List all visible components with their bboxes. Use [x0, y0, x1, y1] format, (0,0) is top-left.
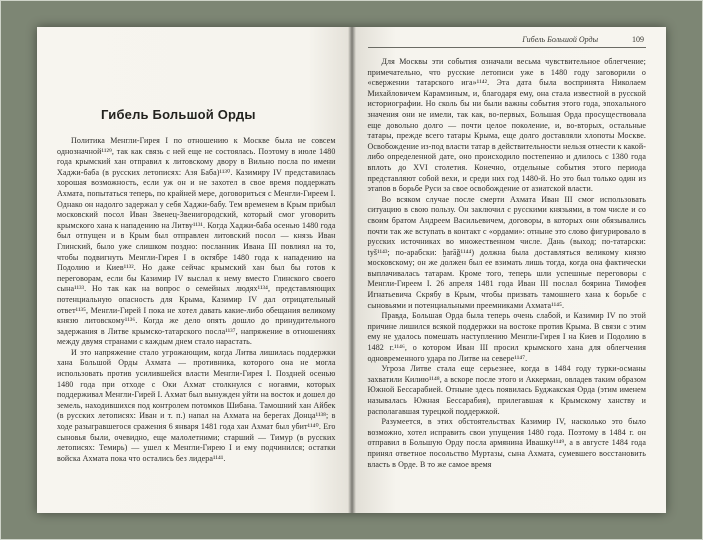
right-page: [352, 27, 667, 513]
right-page-content: [352, 27, 667, 513]
running-header: [368, 35, 647, 44]
header-rule: [368, 47, 647, 48]
body-paragraph: Во всяком случае после смерти Ахмата Иван III смог использовать ситуацию в свою пользу. Он заключил с русскими князьями, в том числе и со своим братом Андреем Васильевичем, договоры, в которых они обязывались почти так же вступать в контакт с «ордами»: отныне это слово фигурировало в русских источниках во множественном числе. Дань (выход; по-татарски: tyš¹¹⁴³; по-арабски: ḫarāǧ¹¹⁴⁴) должна была доставляться великому князю московскому; он же должен был ее взимать лишь тогда, когда она фактически выплачивалась татарам. Кроме того, теперь шли успешные переговоры с Менгли-Гиреем I. 26 апреля 1481 года Иван III послал боярина Тимофея Игнатьевича Скрябу в Крым, чтобы призвать тамошнего хана к борьбе с сыновьями и потенциальными преемниками Ахмата¹¹⁴⁵.: [367, 194, 646, 310]
page-number: 109: [632, 35, 644, 44]
body-paragraph: Для Москвы эти события означали весьма чувствительное облегчение; примечательно, что русские летописи уже в 1480 году заговорили о «свержении татарского ига»¹¹⁴². Эта дата была воспринята Николаем Михайловичем Карамзиным, и, благодаря ему, она стала известной в русской историографии. Но сколь бы ни были важны события этого года, эпохального значения они не имели, так как, во-первых, Большая Орда просуществовала еще довольно долго — почти целое поколение, и, во-вторых, остальные татары, прежде всего татары Крыма, еще долго доставляли хлопоты Москве. Освобождение из-под власти татар в действительности нельзя отнести к какой-либо определенной дате, оно происходило постепенно и длилось с 1380 года вплоть до XVI столетия. Конечно, отдельные события этого периода представляют собой вехи, и среди них год 1480-й. Но это был только один из этапов в борьбе Руси за свое освобождение от азиатской власти.: [367, 57, 647, 194]
body-paragraph: И это напряжение стало угрожающим, когда Литва лишилась поддержки хана Большой Орды Ахмата — противника, которого она не могла использовать против усилившейся власти Менгли-Гирея I. Поздней осенью 1480 года при отходе с Оки Ахмат столкнулся с ногаями, которых поддерживал Менгли-Гирей I. Ахмат был вынужден уйти на восток и дошел до земель, находившихся под контролем потомков Шибана. Тамошний хан Айбек (в русских летописях: Иван и т. п.) напал на Ахмата на берегах Донца¹¹³⁸; в ходе разыгравшегося сражения 6 января 1481 года хан Ахмат был убит¹¹⁴⁰. Его сыновья были, очевидно, еще малолетними; старший — Тимур (в русских летописях: Темирь) — ушел к Менгли-Гирею I и ему подчинился; остатки войска Ахмата пока что остались без лидера¹¹⁴¹.: [57, 347, 336, 463]
left-page-content: [37, 27, 352, 513]
body-paragraph: Разумеется, в этих обстоятельствах Казимир IV, насколько это было возможно, хотел исправить свои упущения 1480 года. Поэтому в 1484 г. он отправил в Большую Орду посла армянина Ивашку¹¹⁴⁹, а в августе 1484 года принял ответное посольство Муртазы, сына Ахмата, сумевшего восстановить власть в Орде. В то же самое время: [367, 417, 646, 469]
chapter-heading: Гибель Большой Орды: [101, 107, 256, 122]
body-paragraph: Правда, Большая Орда была теперь очень слабой, и Казимир IV по этой причине лишился всякой поддержки на востоке против Крыма. В связи с этим ему не удалось помешать наступлению Менгли-Гирея I на Киев и Подолию в 1482 г.¹¹⁴⁶, о котором Иван III просил крымского хана для облегчения одновременного удара по Литве на севере¹¹⁴⁷.: [367, 311, 646, 363]
book-spread: [37, 27, 666, 513]
body-paragraph: Политика Менгли-Гирея I по отношению к Москве была не совсем однозначной¹¹²⁹, так как связь с ней еще не состоялась. Поэтому в июле 1480 года крымский хан отправил к литовскому двору в Вильно посла по имени Хаджи-баба (в русских летописях: Азя Баба)¹¹³⁰. Казимиру IV представилась хорошая возможность, если уж он и не захотел в свое время поддержать Ахмата, попытаться теперь, по крайней мере, договориться с Менгли-Гиреем I. Однако он надолго задержал у себя Хаджи-бабу. Тем временем в Крым прибыл московский посол Иван Звенец-Звенигородский, который смог уговорить крымского хана к нападению на Литву¹¹³¹. Когда Хаджи-баба осенью 1480 года был отпущен и в Крым был отправлен литовский посол — князь Иван Глинский, было уже слишком поздно: посланник Ивана III повлиял на то, чтобы подвигнуть Менгли-Гирея I в октябре 1480 года к нападению на Подолию и Киев¹¹³². Но даже сейчас крымский хан был бы готов к переговорам, если бы Казимир IV выслал к нему вместо Глинского своего сына¹¹³³. Но так как на вопрос о семейных людях¹¹³⁴, представляющих потенциальную опасность для Крыма, Казимир IV дал отрицательный ответ¹¹³⁵, Менгли-Гирей I пока не хотел давать какие-либо обещания великому князю литовскому¹¹³⁶. Когда же дело опять дошло до принудительного задержания в Литве крымско-татарского посла¹¹³⁷, напряжение в отношениях между двумя странами с каждым днем стало нарастать.: [57, 136, 336, 347]
left-page: [37, 27, 352, 513]
body-paragraph: Угроза Литве стала еще серьезнее, когда в 1484 году турки-османы захватили Килию¹¹⁴⁸, а вскоре после этого и Аккерман, овладев таким образом Южной Бессарабией. Отныне здесь появилась Буджакская Орда (этим именем называлась Южная Бессарабия), прилегавшая к Крымскому ханству и располагавшая турецкой поддержкой.: [367, 364, 646, 416]
running-header-title: Гибель Большой Орды: [522, 35, 598, 44]
